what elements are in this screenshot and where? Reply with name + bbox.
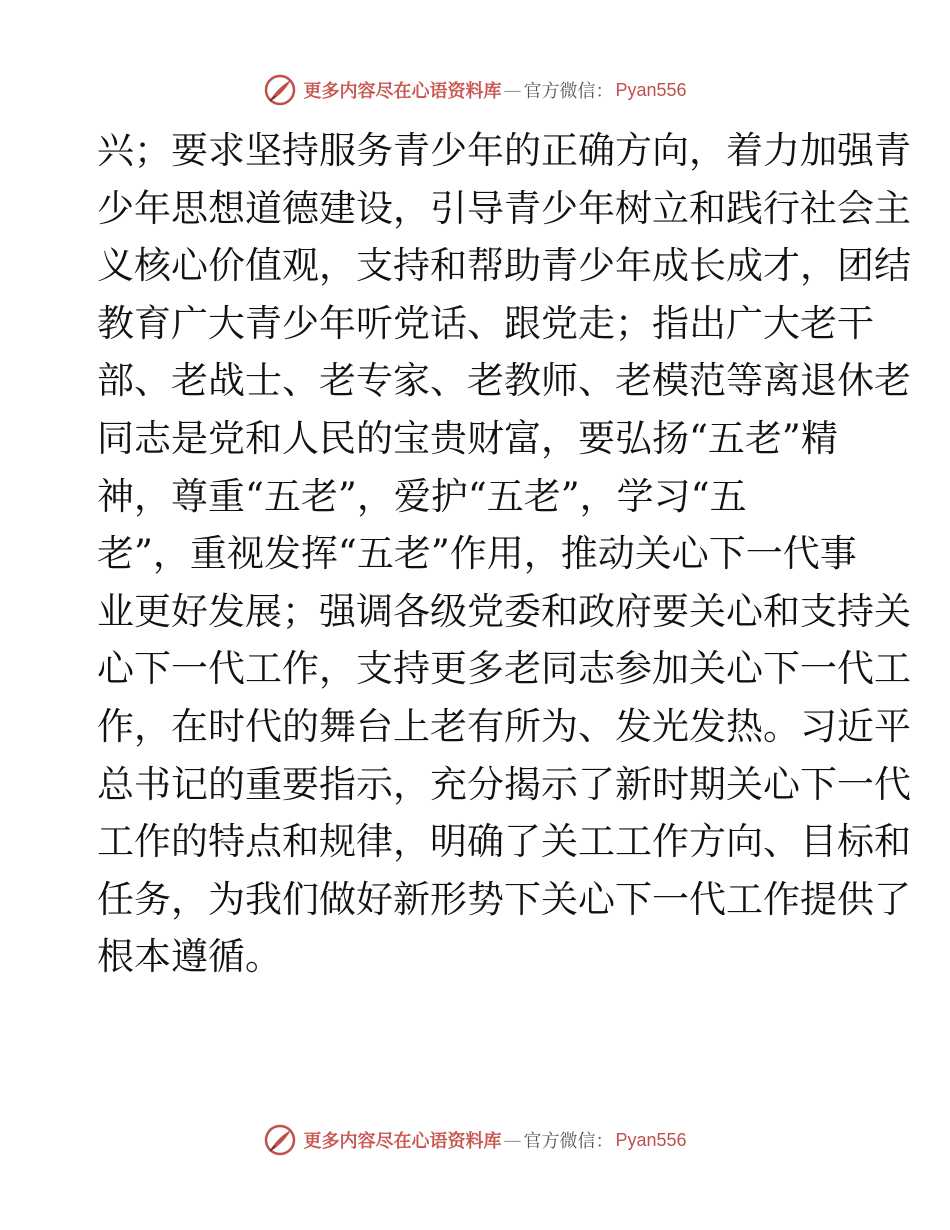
text-line: 义核心价值观，支持和帮助青少年成长成才，团结 bbox=[97, 244, 911, 288]
text-line: 神，尊重“五老”，爱护“五老”，学习“五 bbox=[97, 474, 747, 518]
text-line: 心下一代工作，支持更多老同志参加关心下一代工 bbox=[97, 647, 911, 691]
quill-pen-logo-icon bbox=[263, 1123, 297, 1157]
banner-title: 更多内容尽在心语资料库 bbox=[303, 81, 502, 102]
banner-title: 更多内容尽在心语资料库 bbox=[303, 1131, 502, 1152]
text-line: 任务，为我们做好新形势下关心下一代工作提供了 bbox=[97, 877, 911, 921]
text-line: 同志是党和人民的宝贵财富，要弘扬“五老”精 bbox=[97, 416, 838, 460]
banner-wechat-id: Pyan556 bbox=[615, 79, 687, 100]
text-line: 工作的特点和规律，明确了关工工作方向、目标和 bbox=[97, 820, 911, 864]
text-line: 老”，重视发挥“五老”作用，推动关心下一代事 bbox=[97, 532, 857, 576]
header-banner bbox=[0, 70, 950, 110]
text-line: 总书记的重要指示，充分揭示了新时期关心下一代 bbox=[97, 762, 911, 806]
quill-pen-logo-icon bbox=[263, 73, 297, 107]
text-line: 部、老战士、老专家、老教师、老模范等离退休老 bbox=[97, 359, 911, 403]
banner-separator: — bbox=[503, 1129, 522, 1151]
footer-banner bbox=[0, 1120, 950, 1160]
banner-wechat-id: Pyan556 bbox=[615, 1129, 687, 1150]
text-line: 少年思想道德建设，引导青少年树立和践行社会主 bbox=[97, 186, 911, 230]
text-line: 根本遵循。 bbox=[97, 935, 282, 979]
text-line: 作，在时代的舞台上老有所为、发光发热。习近平 bbox=[97, 704, 911, 748]
banner-wechat-label: 官方微信： bbox=[523, 81, 614, 102]
body-paragraph bbox=[97, 122, 911, 986]
banner-separator: — bbox=[503, 79, 522, 101]
text-line: 业更好发展；强调各级党委和政府要关心和支持关 bbox=[97, 589, 911, 633]
banner-wechat-label: 官方微信： bbox=[523, 1131, 614, 1152]
text-line: 兴；要求坚持服务青少年的正确方向，着力加强青 bbox=[97, 129, 911, 172]
text-line: 教育广大青少年听党话、跟党走；指出广大老干 bbox=[97, 301, 874, 345]
